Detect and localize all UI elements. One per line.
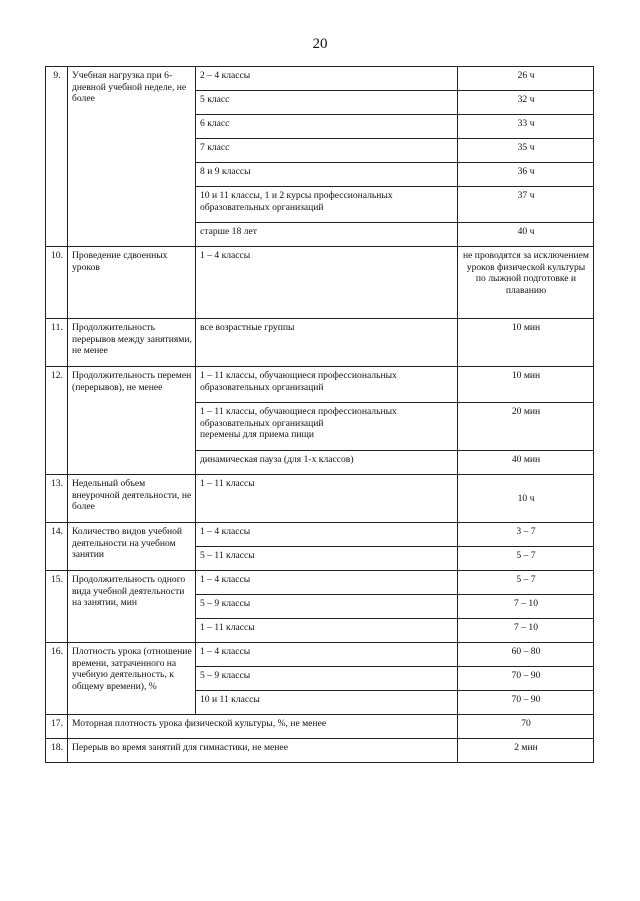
value-cell: 10 ч <box>458 475 594 523</box>
norms-table <box>45 66 594 763</box>
table-row <box>46 739 594 763</box>
group-cell: 5 класс <box>196 91 458 115</box>
group-cell: 6 класс <box>196 115 458 139</box>
group-cell: 1 – 4 классы <box>196 247 458 319</box>
group-cell: 7 класс <box>196 139 458 163</box>
indicator-cell: Недельный объем внеурочной деятельности, не более <box>68 475 196 523</box>
row-number: 15. <box>46 571 68 643</box>
table-row <box>46 67 594 91</box>
indicator-cell: Перерыв во время занятий для гимнастики, не менее <box>68 739 458 763</box>
row-number: 11. <box>46 319 68 367</box>
indicator-cell: Продолжительность одного вида учебной деятельности на занятии, мин <box>68 571 196 643</box>
group-text: 1 – 11 классы, обучающиеся профессиональных образовательных организаций <box>200 406 397 429</box>
value-cell: 70 – 90 <box>458 667 594 691</box>
group-cell: 1 – 11 классы <box>196 619 458 643</box>
group-cell <box>196 403 458 451</box>
value-cell: 7 – 10 <box>458 619 594 643</box>
value-cell: 2 мин <box>458 739 594 763</box>
indicator-cell: Количество видов учебной деятельности на учебном занятии <box>68 523 196 571</box>
table-row <box>46 523 594 547</box>
row-number: 16. <box>46 643 68 715</box>
indicator-cell: Моторная плотность урока физической культуры, %, не менее <box>68 715 458 739</box>
group-cell: старше 18 лет <box>196 223 458 247</box>
group-cell: все возрастные группы <box>196 319 458 367</box>
indicator-cell: Проведение сдвоенных уроков <box>68 247 196 319</box>
value-cell: 33 ч <box>458 115 594 139</box>
indicator-cell: Учебная нагрузка при 6-дневной учебной неделе, не более <box>68 67 196 247</box>
indicator-cell: Продолжительность перемен (перерывов), не менее <box>68 367 196 475</box>
group-cell: 5 – 9 классы <box>196 595 458 619</box>
value-cell: 37 ч <box>458 187 594 223</box>
group-cell: 1 – 4 классы <box>196 643 458 667</box>
group-cell: 2 – 4 классы <box>196 67 458 91</box>
group-cell: 10 и 11 классы, 1 и 2 курсы профессиональных образовательных организаций <box>196 187 458 223</box>
value-cell: 20 мин <box>458 403 594 451</box>
group-cell: 1 – 4 классы <box>196 523 458 547</box>
group-cell: 10 и 11 классы <box>196 691 458 715</box>
value-cell: 70 – 90 <box>458 691 594 715</box>
value-cell: 70 <box>458 715 594 739</box>
value-cell: 10 мин <box>458 319 594 367</box>
value-cell: 5 – 7 <box>458 547 594 571</box>
value-cell: 35 ч <box>458 139 594 163</box>
value-cell: не проводятся за исключением уроков физической культуры по лыжной подготовке и плаванию <box>458 247 594 319</box>
value-cell: 60 – 80 <box>458 643 594 667</box>
table-row <box>46 367 594 403</box>
table-row <box>46 319 594 367</box>
row-number: 9. <box>46 67 68 247</box>
row-number: 14. <box>46 523 68 571</box>
value-cell: 36 ч <box>458 163 594 187</box>
group-cell: 5 – 9 классы <box>196 667 458 691</box>
page-number: 20 <box>312 36 328 52</box>
value-cell: 32 ч <box>458 91 594 115</box>
group-cell: 5 – 11 классы <box>196 547 458 571</box>
row-number: 18. <box>46 739 68 763</box>
group-cell: 1 – 11 классы, обучающиеся профессиональных образовательных организаций <box>196 367 458 403</box>
row-number: 13. <box>46 475 68 523</box>
indicator-cell: Плотность урока (отношение времени, затраченного на учебную деятельность, к общему времени), % <box>68 643 196 715</box>
table-row <box>46 247 594 319</box>
group-extra-text: перемены для приема пищи <box>200 429 315 441</box>
group-cell: 1 – 11 классы <box>196 475 458 523</box>
value-cell: 40 ч <box>458 223 594 247</box>
table-row <box>46 571 594 595</box>
table-row <box>46 643 594 667</box>
value-cell: 40 мин <box>458 451 594 475</box>
row-number: 10. <box>46 247 68 319</box>
value-cell: 5 – 7 <box>458 571 594 595</box>
value-cell: 7 – 10 <box>458 595 594 619</box>
row-number: 12. <box>46 367 68 475</box>
group-cell: 8 и 9 классы <box>196 163 458 187</box>
table-row <box>46 715 594 739</box>
group-cell: 1 – 4 классы <box>196 571 458 595</box>
group-cell: динамическая пауза (для 1-х классов) <box>196 451 458 475</box>
indicator-cell: Продолжительность перерывов между занятиями, не менее <box>68 319 196 367</box>
value-cell: 26 ч <box>458 67 594 91</box>
row-number: 17. <box>46 715 68 739</box>
value-cell: 10 мин <box>458 367 594 403</box>
table-row <box>46 475 594 523</box>
value-cell: 3 – 7 <box>458 523 594 547</box>
